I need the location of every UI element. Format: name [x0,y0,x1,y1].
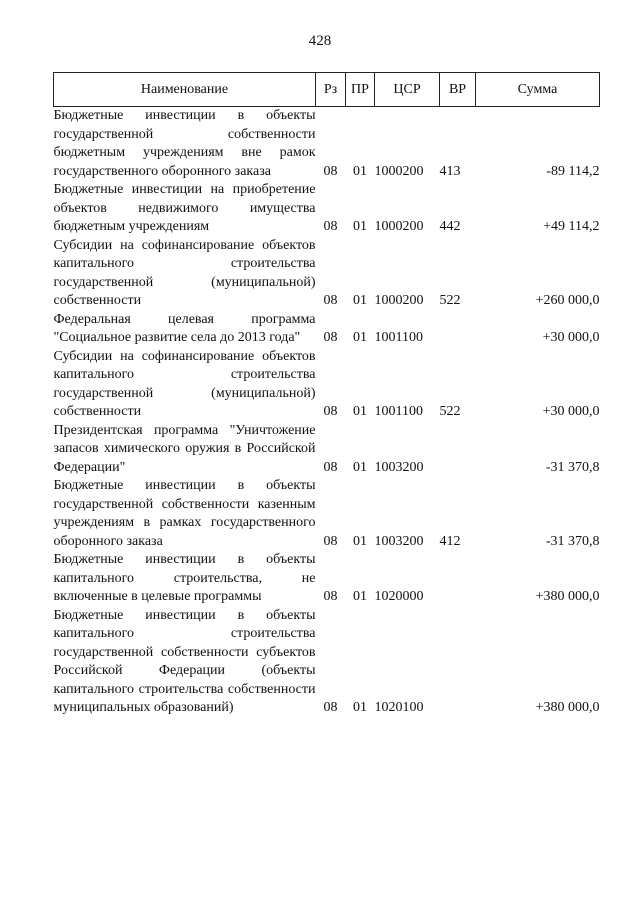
row-rz: 08 [323,700,338,715]
row-vr [440,311,476,348]
header-pr: ПР [346,73,375,107]
row-rz: 08 [323,293,338,308]
budget-table [53,72,600,718]
row-sum: +30 000,0 [542,404,600,419]
row-name: Бюджетные инвестиции в объекты государственной собственности бюджетным учреждениям вне рамок государственного оборонного заказа [53,108,316,179]
table-row [54,348,600,422]
row-pr: 01 [353,459,367,475]
row-name: Бюджетные инвестиции в объекты государственной собственности казенным учреждениям в рамках государственного оборонного заказа [53,478,316,549]
row-vr [440,551,476,607]
row-sum: -31 370,8 [545,459,600,475]
row-name: Субсидии на софинансирование объектов капитального строительства государственной (муниципальной) собственности [53,348,316,419]
row-vr [440,607,476,718]
row-vr: 412 [439,533,461,549]
row-rz: 08 [323,330,338,345]
row-name: Бюджетные инвестиции в объекты капитального строительства, не включенные в целевые программы [53,552,316,604]
row-rz: 08 [323,404,338,419]
table-row [54,551,600,607]
table-row [54,181,600,237]
row-rz: 08 [323,459,338,475]
row-name: Субсидии на софинансирование объектов капитального строительства государственной (муниципальной) собственности [53,237,316,308]
row-csr: 1020000 [374,589,424,604]
row-pr: 01 [353,589,367,604]
row-pr: 01 [353,404,367,419]
row-csr: 1001100 [374,404,423,419]
row-vr [440,422,476,478]
row-vr: 442 [439,219,461,234]
row-csr: 1020100 [374,700,424,715]
header-sum: Сумма [476,73,600,107]
row-pr: 01 [353,293,367,308]
table-header-row [54,73,600,107]
row-sum: +49 114,2 [543,219,600,234]
row-pr: 01 [353,533,367,549]
row-vr: 413 [439,163,461,179]
header-csr: ЦСР [375,73,440,107]
row-name: Федеральная целевая программа "Социальное развитие села до 2013 года" [53,311,316,345]
header-rz: Рз [316,73,346,107]
row-vr: 522 [439,404,461,419]
header-vr: ВР [440,73,476,107]
row-sum: +380 000,0 [535,700,600,715]
row-vr: 522 [439,293,461,308]
row-sum: +30 000,0 [542,330,600,345]
table-row [54,477,600,551]
row-rz: 08 [323,589,338,604]
row-name: Бюджетные инвестиции на приобретение объектов недвижимого имущества бюджетным учреждениям [53,182,316,234]
row-sum: +260 000,0 [535,293,600,308]
row-csr: 1000200 [374,163,424,179]
row-rz: 08 [323,219,338,234]
row-pr: 01 [353,163,367,179]
row-sum: -31 370,8 [545,533,600,549]
table-row [54,422,600,478]
row-pr: 01 [353,219,367,234]
row-csr: 1000200 [374,219,424,234]
row-csr: 1001100 [374,330,423,345]
table-row [54,237,600,311]
row-sum: +380 000,0 [535,589,600,604]
page-number: 428 [308,33,332,49]
row-pr: 01 [353,700,367,715]
row-csr: 1003200 [374,533,424,549]
table-row [54,311,600,348]
row-pr: 01 [353,330,367,345]
table-row [54,107,600,182]
table-row [54,607,600,718]
row-csr: 1000200 [374,293,424,308]
row-rz: 08 [323,533,338,549]
row-sum: -89 114,2 [546,163,600,179]
row-csr: 1003200 [374,459,424,475]
header-name: Наименование [54,73,316,107]
row-name: Бюджетные инвестиции в объекты капитального строительства государственной собственности субъектов Российской Федерации (объекты капитального строительства собственности муниципальных образований) [53,607,316,715]
row-name: Президентская программа "Уничтожение запасов химического оружия в Российской Федерации" [53,422,316,475]
row-rz: 08 [323,163,338,179]
